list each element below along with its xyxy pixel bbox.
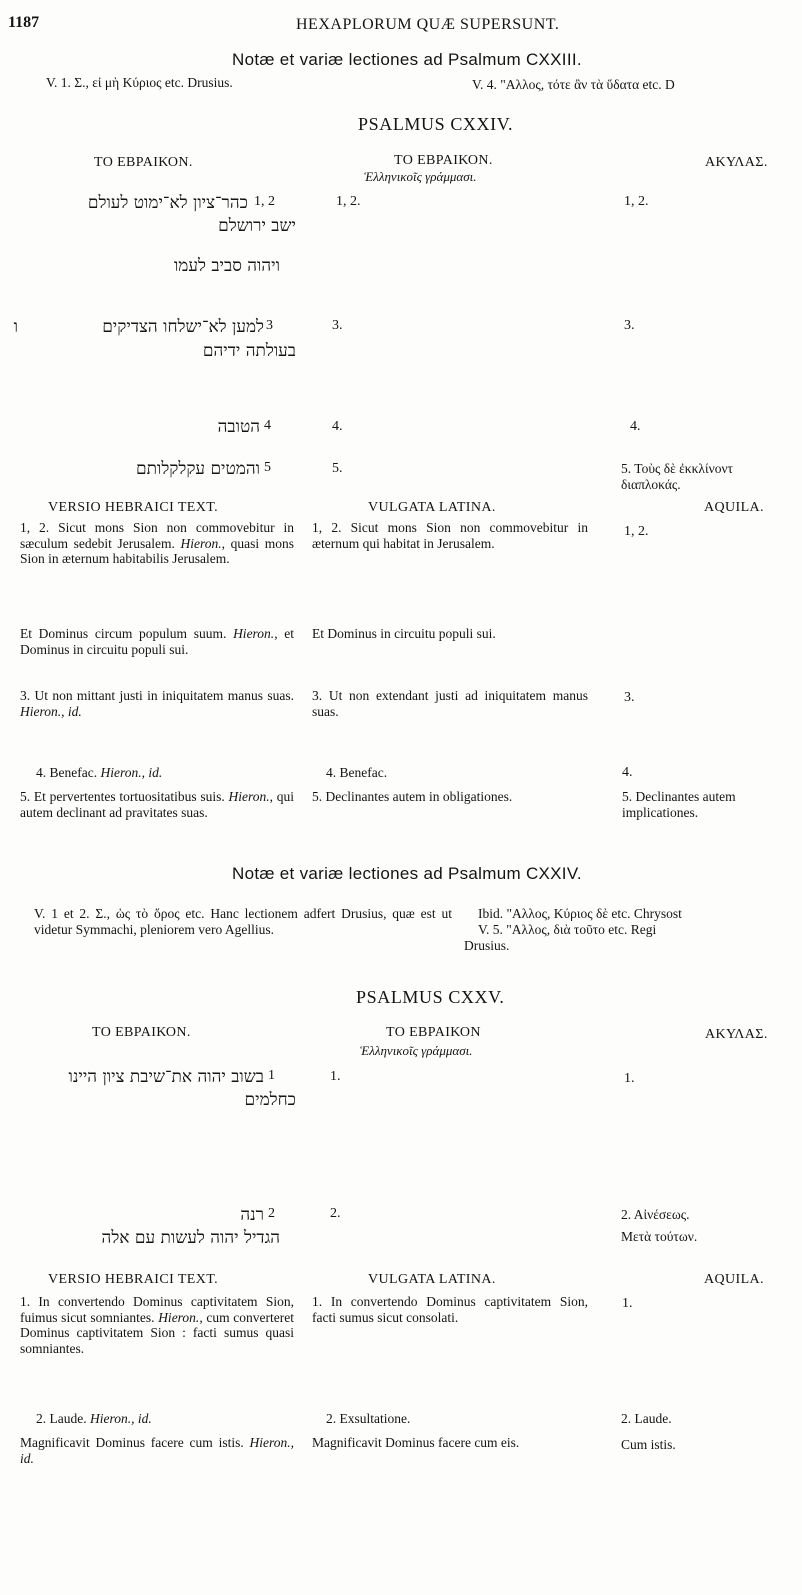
hebrew-125-v1-line2: כחלמים xyxy=(244,1090,296,1110)
aquila-latin-head: AQUILA. xyxy=(704,500,764,515)
aquila-125-v2-line2: Μετὰ τούτων. xyxy=(621,1229,698,1244)
hebrew-125-v2-line2: הגדיל יהוה לעשות עם אלה xyxy=(101,1228,280,1248)
hebrew-verse-5-number: 5 xyxy=(264,460,271,475)
hebrew-verse-1-line2: ישב ירושלם xyxy=(218,216,296,236)
col-greek-letters-head-125: ΤΟ ΕΒΡΑΙΚΟΝ xyxy=(386,1025,481,1040)
notes-124-title: Notæ et variæ lectiones ad Psalmum CXXIV. xyxy=(232,864,582,883)
hebrew-verse-4-number: 4 xyxy=(264,418,271,433)
vulgate-v5: 5. Declinantes autem in obligationes. xyxy=(312,789,513,804)
aquila-v3: 3. xyxy=(624,318,635,333)
vulgate-v2: Et Dominus in circuitu populi sui. xyxy=(312,626,496,641)
vulgate-v1: 1, 2. Sicut mons Sion non commovebitur in æternum qui habitat in Jerusalem. xyxy=(312,520,588,551)
hebrew-verse-5: והמטים עקלקלותם xyxy=(136,459,260,479)
col-hebrew-head: ΤΟ ΕΒΡΑΙΚΟΝ. xyxy=(94,155,193,170)
hebrew-verse-2: ויהוה סביב לעמו xyxy=(173,256,280,276)
hebrew-verse-3-line2: בעולתה ידיהם xyxy=(202,341,296,361)
latin-v5: 5. Et pervertentes tortuositatibus suis. Hieron., qui autem declinant ad pravitates suas. xyxy=(20,789,295,820)
vulgate-v4: 4. Benefac. xyxy=(326,765,388,780)
aquila-latin-125-v3: Cum istis. xyxy=(621,1437,676,1452)
latin-v1: 1, 2. Sicut mons Sion non commovebitur in sæculum sedebit Jerusalem. Hieron., quasi mons Sion in æternum habitabilis Jerusalem. xyxy=(20,520,294,566)
greek-letters-125-v1: 1. xyxy=(330,1069,341,1084)
vulgate-head-125: VULGATA LATINA. xyxy=(368,1272,496,1287)
aquila-125-v1: 1. xyxy=(624,1071,635,1086)
aquila-v1: 1, 2. xyxy=(624,194,649,209)
greek-letters-v4: 4. xyxy=(332,419,343,434)
notes-123-title: Notæ et variæ lectiones ad Psalmum CXXIII. xyxy=(232,50,582,69)
aquila-latin-125-v1: 1. xyxy=(622,1296,633,1311)
notes-123-right: V. 4. "Αλλος, τότε ἂν τὰ ὕδατα etc. D xyxy=(472,77,675,92)
notes-124-right-2: V. 5. "Αλλος, διὰ τοῦτο etc. Regi xyxy=(478,922,657,937)
vulgate-125-v1: 1. In convertendo Dominus captivitatem Sion, facti sumus sicut consolati. xyxy=(312,1294,588,1325)
hebrew-125-v1-number: 1 xyxy=(268,1068,275,1083)
greek-letters-v3: 3. xyxy=(332,318,343,333)
col-greek-letters-sub: Ἑλληνικοῖς γράμμασι. xyxy=(364,169,477,184)
aquila-latin-v1: 1, 2. xyxy=(624,524,649,539)
aquila-latin-v4: 4. xyxy=(622,765,633,780)
latin-125-v1: 1. In convertendo Dominus captivitatem Sion, fuimus sicut somniantes. Hieron., cum converteret Dominus captivitatem Sion : facti sumus quasi somniantes. xyxy=(20,1294,295,1356)
aquila-v5: 5. Τοὺς δὲ ἐκκλίνοντ xyxy=(621,461,733,476)
col-aquila-head: ΑΚΥΛΑΣ. xyxy=(705,155,768,170)
aquila-latin-125-v2: 2. Laude. xyxy=(621,1411,672,1426)
aquila-latin-head-125: AQUILA. xyxy=(704,1272,764,1287)
col-aquila-head-125: ΑΚΥΛΑΣ. xyxy=(705,1027,768,1042)
latin-version-head-125: VERSIO HEBRAICI TEXT. xyxy=(48,1272,219,1287)
greek-letters-v1: 1, 2. xyxy=(336,194,361,209)
col-hebrew-head-125: ΤΟ ΕΒΡΑΙΚΟΝ. xyxy=(92,1025,191,1040)
notes-124-right-1: Ibid. "Αλλος, Κύριος δὲ etc. Chrysost xyxy=(478,906,682,921)
notes-124-left: V. 1 et 2. Σ., ὡς τὸ ὄρος etc. Hanc lectionem adfert Drusius, quæ est ut videtur Symmachi, pleniorem vero Agellius. xyxy=(34,906,452,937)
page-number: 1187 xyxy=(8,14,40,31)
psalm-125-title: PSALMUS CXXV. xyxy=(356,987,505,1007)
running-title: HEXAPLORUM QUÆ SUPERSUNT. xyxy=(296,16,560,33)
aquila-v4: 4. xyxy=(630,419,641,434)
vulgate-v3: 3. Ut non extendant justi ad iniquitatem manus suas. xyxy=(312,688,588,719)
aquila-latin-v3: 3. xyxy=(624,690,635,705)
psalm-124-title: PSALMUS CXXIV. xyxy=(358,114,514,134)
hebrew-verse-4: הטובה xyxy=(217,417,260,437)
greek-letters-v5: 5. xyxy=(332,461,343,476)
latin-125-v3: Magnificavit Dominus facere cum istis. Hieron., id. xyxy=(20,1435,295,1466)
hebrew-verse-3-bar: ו xyxy=(13,317,18,337)
aquila-125-v2: 2. Αἰνέσεως. xyxy=(621,1207,690,1222)
latin-v3: 3. Ut non mittant justi in iniquitatem manus suas. Hieron., id. xyxy=(20,688,294,719)
aquila-v5-line2: διαπλοκάς. xyxy=(621,477,681,492)
latin-v4: 4. Benefac. Hieron., id. xyxy=(36,765,163,780)
hebrew-verse-1: כהר־ציון לא־ימוט לעולם xyxy=(87,193,248,213)
col-greek-letters-sub-125: Ἑλληνικοῖς γράμμασι. xyxy=(360,1043,473,1058)
latin-v2: Et Dominus circum populum suum. Hieron., et Dominus in circuitu populi sui. xyxy=(20,626,294,657)
vulgate-125-v2: 2. Exsultatione. xyxy=(326,1411,411,1426)
notes-123-left: V. 1. Σ., εἰ μὴ Κύριος etc. Drusius. xyxy=(46,75,233,90)
vulgate-125-v3: Magnificavit Dominus facere cum eis. xyxy=(312,1435,520,1450)
hebrew-verse-1-number: 1, 2 xyxy=(254,194,275,209)
notes-124-right-3: Drusius. xyxy=(464,938,510,953)
latin-125-v2: 2. Laude. Hieron., id. xyxy=(36,1411,152,1426)
hebrew-125-v1: בשוב יהוה את־שיבת ציון היינו xyxy=(68,1067,264,1087)
latin-version-head: VERSIO HEBRAICI TEXT. xyxy=(48,500,219,515)
hebrew-125-v2: רנה xyxy=(240,1205,264,1225)
col-greek-letters-head: ΤΟ ΕΒΡΑΙΚΟΝ. xyxy=(394,153,493,168)
hebrew-verse-3: למען לא־ישלחו הצדיקים xyxy=(102,317,264,337)
vulgate-head: VULGATA LATINA. xyxy=(368,500,496,515)
hebrew-125-v2-number: 2 xyxy=(268,1206,275,1221)
aquila-latin-v5: 5. Declinantes autem implicationes. xyxy=(622,789,736,820)
hebrew-verse-3-number: 3 xyxy=(266,318,273,333)
greek-letters-125-v2: 2. xyxy=(330,1206,341,1221)
